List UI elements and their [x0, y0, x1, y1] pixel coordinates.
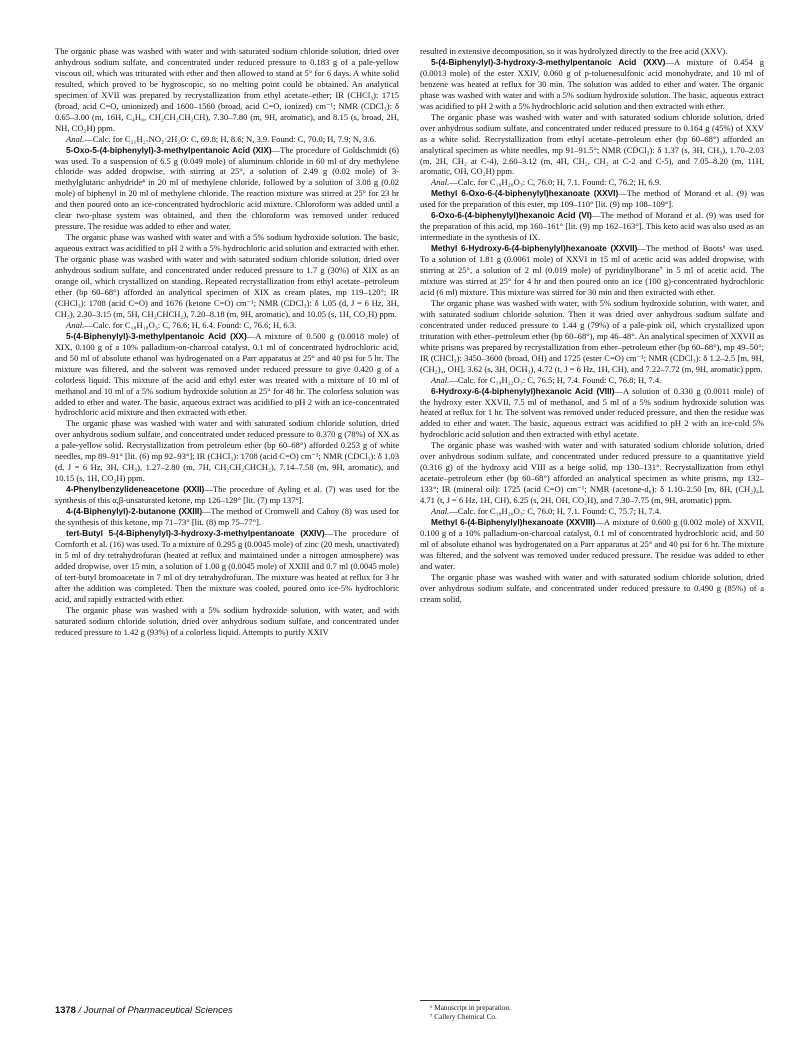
footnote: ⁶ Manuscript in preparation. [430, 1004, 511, 1012]
analysis-paragraph [55, 320, 399, 331]
compound-heading: 4-Phenylbenzylideneacetone (XXII) [66, 484, 205, 495]
footnotes [420, 1004, 764, 1022]
footnote-divider [420, 1000, 480, 1001]
compound-heading: Methyl 6-Oxo-6-(4-biphenylyl)hexanoate (XXVI) [431, 188, 619, 199]
procedure-paragraph [55, 506, 399, 528]
analysis-paragraph [420, 375, 764, 386]
paragraph: The organic phase was washed with water, with 5% sodium hydroxide solution, with water, and with saturated sodium chloride solution. Then it was dried over anhydrous sodium sulfate and concentrated under reduced pressure to 1.44 g (79%) of a pale-pink oil, which crystallized upon trituration with ether–petroleum ether (bp 60–68°), mp 46–48°. An analytical specimen of XXVII as white prisms was prepared by recrystallization from ether–petroleum ether (bp 60–68°), mp 49–50°; IR (CHCl₃): 3450–3600 (broad, OH) and 1725 (ester C=O) cm⁻¹; NMR (CDCl₃): δ 1.2–2.5 [m, 9H, (CH₂)₄, OH], 3.62 (s, 3H, OCH₃), 4.72 (t, J = 6 Hz, 1H, CH), and 7.22–7.72 (m, 9H, aromatic) ppm. [420, 297, 764, 374]
procedure-paragraph [420, 517, 764, 572]
analysis-label: Anal. [66, 133, 85, 144]
analysis-label: Anal. [431, 506, 450, 517]
procedure-paragraph [420, 243, 764, 298]
compound-heading: Methyl 6-(4-Biphenylyl)hexanoate (XXVIII) [431, 516, 596, 527]
procedure-paragraph [420, 210, 764, 243]
procedure-paragraph [55, 528, 399, 605]
compound-heading: 6-Hydroxy-6-(4-biphenylyl)hexanoic Acid (VIII) [431, 385, 615, 396]
footnote: ⁷ Callery Chemical Co. [430, 1013, 497, 1021]
paragraph: The organic phase was washed with water and with saturated sodium chloride solution, dried over anhydrous sodium sulfate, and concentrated under reduced pressure to 0.370 g (78%) of XX as a pale-yellow solid. Recrystallization from petroleum ether (bp 60–68°) afforded 0.253 g of white needles, mp 89–91° [lit. (6) mp 92–93°]; IR (CHCl₃): 1708 (acid C=O) cm⁻¹; NMR (CDCl₃): δ 1.03 (d, J = 6 Hz, 3H, CH₃), 1.27–2.80 (m, 7H, CH₂CH₂CHCH₂), 7.14–7.58 (m, 9H, aromatic), and 10.15 (s, 1H, CO₂H) ppm. [55, 418, 399, 484]
procedure-text: —The method of Morand et al. (9) was used for the preparation of this ester, mp 109–110° [lit. (9) mp 108–109°]. [420, 188, 764, 210]
procedure-text: —The procedure of Cornforth et al. (16) was used. To a mixture of 0.295 g (0.0045 mole) of zinc (20 mesh, unactivated) in 5 ml of dry tetrahydrofuran (heated at reflux and maintained under a nitrogen atmosphere) was added dropwise, over 15 min, a solution of 1.00 g (0.0045 mole) of XXIII and 0.7 ml (0.0045 mole) of tert-butyl bromoacetate in 7 ml of dry tetrahydrofuran. The mixture was heated at reflux for 3 hr after the addition was completed. Then the mixture was cooled, poured onto ice-5% hydrochloric acid, and rapidly extracted with ether. [55, 527, 399, 604]
analysis-text: —Calc. for C₁₈H₂₀O₃: C, 76.0; H, 7.1. Found: C, 75.7; H, 7.4. [449, 506, 662, 517]
analysis-text: —Calc. for C₁₉H₂₂O₃: C, 76.5; H, 7.4. Found: C, 76.8; H, 7.4. [449, 374, 662, 385]
paragraph: The organic phase was washed with water and with saturated sodium chloride solution, dried over anhydrous sodium sulfate, and concentrated under reduced pressure to 0.183 g of a pale-yellow viscous oil, which was triturated with ether and then allowed to stand at 5° for 6 days. A white solid resulted, which proved to be hygroscopic, so no melting point could be obtained. An analytical specimen of XVII was prepared by recrystallization from ethyl acetate–ether; IR (CHCl₃): 1715 (broad, acid C=O, unionized) and 1600–1560 (broad, acid C=O, ionized) cm⁻¹; NMR (CDCl₃): δ 0.65–3.00 (m, 16H, C₄H₈, CH₂CH₂CH₂CH), 7.30–7.80 (m, 9H, aromatic), and 8.15 (s, broad, 2H, NH, CO₂H) ppm. [55, 46, 399, 133]
analysis-paragraph [55, 134, 399, 145]
paragraph: The organic phase was washed with water and with saturated sodium chloride solution, dried over anhydrous sodium sulfate, and concentrated under reduced pressure to a quantitative yield (0.316 g) of the hydroxy acid VIII as a beige solid, mp 130–131°. Recrystallization from ethyl acetate–petroleum ether (bp 60–68°) afforded an analytical specimen as white prisms, mp 132–133°; IR (mineral oil): 1725 (acid C=O) cm⁻¹; NMR (acetone-d₆): δ 1.10–2.50 [m, 8H, (CH₂)₄], 4.71 (t, J = 6 Hz, 1H, CH), 6.25 (s, 2H, OH, CO₂H), and 7.30–7.75 (m, 9H, aromatic) ppm. [420, 440, 764, 506]
right-column [420, 46, 764, 605]
compound-heading: tert-Butyl 5-(4-Biphenylyl)-3-hydroxy-3-methylpentanoate (XXIV) [66, 527, 325, 538]
compound-heading: 5-(4-Biphenylyl)-3-hydroxy-3-methylpentanoic Acid (XXV) [431, 56, 666, 67]
procedure-text: —The procedure of Ayling et al. (7) was used for the synthesis of this α,β-unsaturated ketone, mp 126–129° [lit. (7) mp 137°]. [55, 484, 399, 506]
procedure-text: —A mixture of 0.454 g (0.0013 mole) of the ester XXIV, 0.060 g of p-toluenesulfonic acid monohydrate, and 10 ml of benzene was heated at reflux for 30 min. The solution was added to ether and water. The organic phase was washed with water and with a 5% sodium hydroxide solution. The basic, aqueous extract was acidified to pH 2 with a 5% hydrochloric acid solution and then extracted with ether. [420, 56, 764, 111]
procedure-text: —The method of Cromwell and Cahoy (8) was used for the synthesis of this ketone, mp 71–73° [lit. (8) mp 75–77°]. [55, 506, 399, 527]
procedure-text: —A solution of 0.330 g (0.0011 mole) of the hydroxy ester XXVII, 7.5 ml of methanol, and 5 ml of a 5% sodium hydroxide solution was heated at reflux for 1 hr. The solvent was removed under reduced pressure, and then the residue was added to ether and water. The basic, aqueous extract was acidified to pH 2 with an ice-cold 5% hydrochloric acid solution and then extracted with ethyl acetate. [420, 385, 764, 440]
page-folio [55, 1004, 233, 1015]
left-column [55, 46, 399, 637]
analysis-label: Anal. [431, 374, 450, 385]
analysis-text: —Calc. for C₂₁H₂₇NO₂·2H₂O: C, 69.8; H, 8.6; N, 3.9. Found: C, 70.0; H, 7.9; N, 3.6. [84, 133, 377, 144]
procedure-paragraph [420, 57, 764, 112]
page-number: 1378 [55, 1004, 76, 1015]
paragraph: The organic phase was washed with water and with saturated sodium chloride solution, dried over anhydrous sodium sulfate, and concentrated under reduced pressure to 0.490 g (85%) of a cream solid, [420, 571, 764, 604]
compound-heading: 4-(4-Biphenylyl)-2-butanone (XXIII) [66, 506, 203, 517]
procedure-paragraph [55, 484, 399, 506]
analysis-label: Anal. [431, 177, 450, 188]
procedure-text: —The procedure of Goldschmidt (6) was used. To a suspension of 6.5 g (0.049 mole) of aluminum chloride in 60 ml of dry methylene chloride was added dropwise, with stirring at 25°, a solution of 2.49 g (0.02 mole) of 3-methylglutaric anhydride⁴ in 20 ml of methylene chloride, followed by a solution of 3.08 g (0.02 mole) of biphenyl in 20 ml of methylene chloride. The reaction mixture was stirred at 25° for 23 hr and then poured onto an ice-concentrated hydrochloric acid mixture. Chloroform was added until a clear two-phase system was obtained, and then the chloroform was removed under reduced pressure. The residue was added to ether and water. [55, 144, 399, 232]
procedure-paragraph [420, 188, 764, 210]
compound-heading: 5-(4-Biphenylyl)-3-methylpentanoic Acid (XX) [66, 330, 247, 341]
analysis-paragraph [420, 506, 764, 517]
procedure-text: —A mixture of 0.500 g (0.0018 mole) of XIX, 0.100 g of a 10% palladium-on-charcoal catalyst, 0.1 ml of concentrated hydrochloric acid, and 50 ml of absolute ethanol was hydrogenated on a Parr apparatus at 25° and 40 psi for 5 hr. The mixture was filtered, and the solvent was removed under reduced pressure to give 0.420 g of a colorless liquid. This mixture of the acid and ethyl ester was treated with a mixture of 10 ml of methanol and 10 ml of a 5% sodium hydroxide solution at 25° for 48 hr. The colorless solution was added to ether and water. The basic, aqueous extract was acidified to pH 2 with an ice-concentrated hydrochloric acid mixture and then extracted with ether. [55, 330, 399, 418]
paragraph: The organic phase was washed with water and with a 5% sodium hydroxide solution. The basic, aqueous extract was acidified to pH 2 with a 5% hydrochloric acid solution and extracted with ether. The organic phase was washed with water and with saturated sodium chloride solution, dried over anhydrous sodium sulfate, and concentrated under reduced pressure to 1.7 g (30%) of XIX as an orange oil, which crystallized on standing. Repeated recrystallization from ethyl acetate–petroleum ether (bp 60–68°) afforded an analytical specimen of XIX as cream plates, mp 119–120°; IR (CHCl₃): 1708 (acid C=O) and 1676 (ketone C=O) cm⁻¹; NMR (CDCl₃): δ 1.05 (d, J = 6 Hz, 3H, CH₃), 2.30–3.15 (m, 5H, CH₂CHCH₂), 7.20–8.18 (m, 9H, aromatic), and 10.05 (s, 1H, CO₂H) ppm. [55, 232, 399, 319]
procedure-text: —The method of Boots⁶ was used. To a solution of 1.81 g (0.0061 mole) of XXVI in 15 ml of acetic acid was added dropwise, with stirring at 25°, a solution of 2 ml (0.019 mole) of pyridinylborane⁷ in 5 ml of acetic acid. The mixture was stirred at 25° for 4 hr and then poured onto an ice (100 g)-concentrated hydrochloric acid (6 ml) mixture. This mixture was stirred for 30 min and then extracted with ether. [420, 243, 764, 297]
analysis-text: —Calc. for C₁₈H₁₈O₃: C, 76.6; H, 6.4. Found: C, 76.6; H, 6.3. [84, 319, 297, 330]
procedure-text: —The method of Morand et al. (9) was used for the preparation of this acid, mp 160–161° [lit. (9) mp 162–163°]. This keto acid was also used as an intermediate in the synthesis of IX. [420, 210, 764, 243]
procedure-paragraph [55, 145, 399, 233]
procedure-text: —A mixture of 0.600 g (0.002 mole) of XXVII, 0.100 g of a 10% palladium-on-charcoal catalyst, 0.1 ml of concentrated hydrochloric acid, and 50 ml of absolute ethanol was hydrogenated on a Parr apparatus at 25° and 40 psi for 6 hr. The mixture was filtered, and the solvent was removed under reduced pressure. The residue was added to ether and water. [420, 516, 764, 571]
compound-heading: 6-Oxo-6-(4-biphenylyl)hexanoic Acid (VI) [431, 210, 592, 221]
analysis-text: —Calc. for C₁₈H₂₀O₃: C, 76.0; H, 7.1. Found: C, 76.2; H, 6.9. [449, 177, 662, 188]
analysis-label: Anal. [66, 319, 85, 330]
paragraph: The organic phase was washed with water and with saturated sodium chloride solution, dried over anhydrous sodium sulfate, and concentrated under reduced pressure to 0.164 g (45%) of XXV as a white solid. Recrystallization from ethyl acetate–petroleum ether (bp 60–68°) afforded an analytical specimen as white needles, mp 91–91.5°; NMR (CDCl₃): δ 1.37 (s, 3H, CH₃), 1.70–2.03 (m, 2H, CH₂ at C-4), 2.60–3.12 (m, 4H, CH₂, CH₂ at C-2 and C-5), and 7.05–8.20 (m, 11H, aromatic, OH, CO₂H) ppm. [420, 111, 764, 177]
procedure-paragraph [420, 386, 764, 441]
analysis-paragraph [420, 177, 764, 188]
procedure-paragraph [55, 331, 399, 419]
journal-name: / Journal of Pharmaceutical Sciences [78, 1004, 233, 1015]
paragraph: resulted in extensive decomposition, so it was hydrolyzed directly to the free acid (XXV). [420, 46, 728, 56]
compound-heading: 5-Oxo-5-(4-biphenylyl)-3-methylpentanoic Acid (XIX) [66, 144, 272, 155]
paragraph: The organic phase was washed with a 5% sodium hydroxide solution, with water, and with saturated sodium chloride solution, dried over anhydrous sodium sulfate, and concentrated under reduced pressure to 1.42 g (93%) of a colorless liquid. Attempts to purify XXIV [55, 604, 399, 637]
compound-heading: Methyl 6-Hydroxy-6-(4-biphenylyl)hexanoate (XXVII) [431, 243, 638, 254]
